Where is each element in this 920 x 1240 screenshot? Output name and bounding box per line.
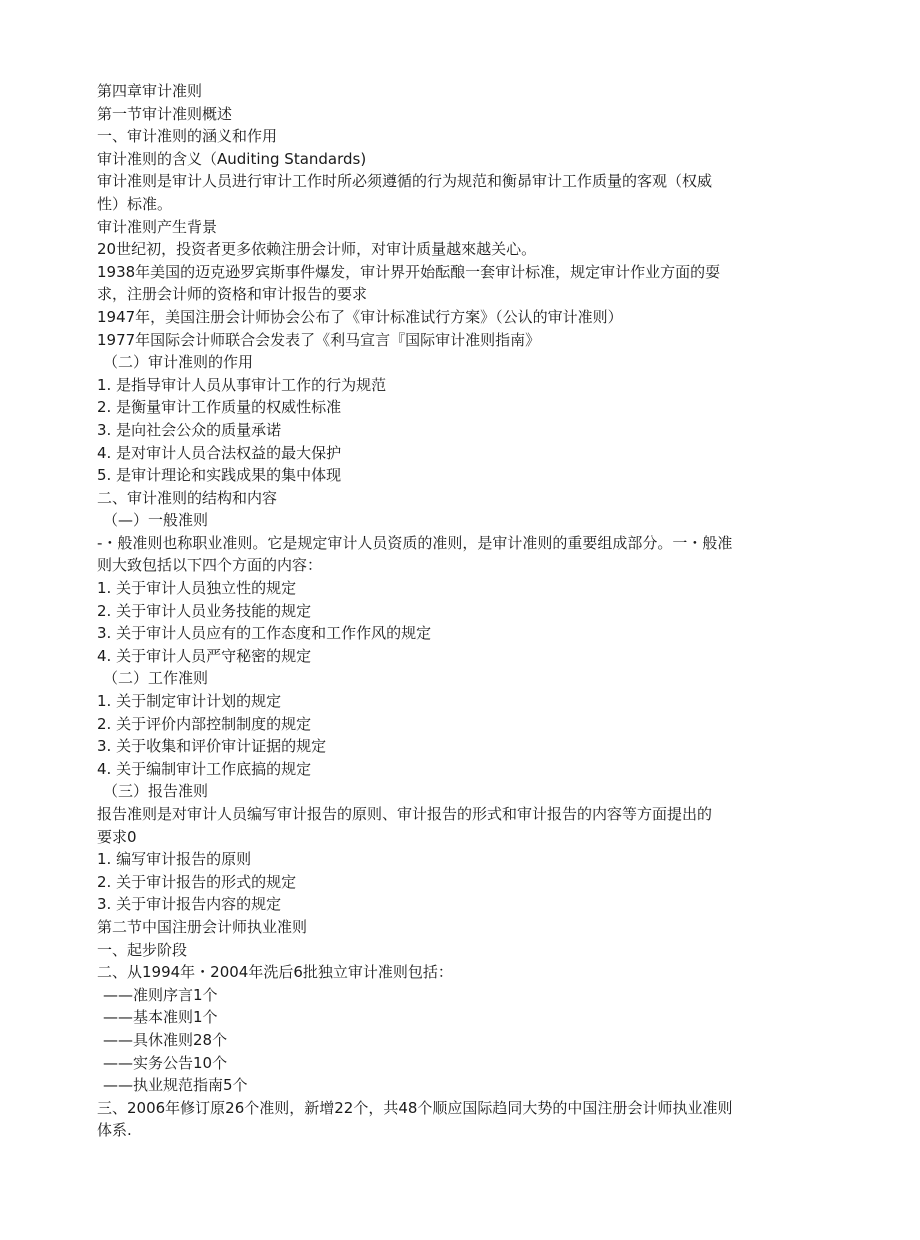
paragraph-line: 1977年国际会计师联合会发表了《利马宣言『国际审计准则指南》	[97, 330, 541, 349]
subheading: 审计准则的含义（Auditing Standards)	[97, 149, 367, 168]
list-item: ——基本准则1个	[103, 1008, 218, 1027]
list-item: 2. 关于审计人员业务技能的规定	[97, 601, 312, 620]
paragraph-line: 求，注册会计师的资格和审计报告的要求	[97, 285, 368, 304]
list-item: 2. 关于评价内部控制制度的规定	[97, 714, 312, 733]
subheading: （二）审计准则的作用	[103, 353, 254, 372]
paragraph-line: 1938年美国的迈克逊罗宾斯事件爆发，审计界开始酝酿一套审计标准，规定审计作业方面的耍	[97, 262, 721, 281]
heading: 一、起步阶段	[97, 940, 188, 959]
subheading: （三）报告准则	[103, 782, 209, 801]
paragraph-line: 1947年，美国注册会计师协会公布了《审计标准试行方案》（公认的审计准则）	[97, 307, 623, 326]
document-page	[97, 80, 817, 1142]
paragraph-line: 性）标准。	[97, 194, 173, 213]
section-title: 第二节中国注册会计师执业准则	[97, 917, 308, 936]
paragraph-line: 则大致包括以下四个方面的内容：	[97, 556, 323, 575]
list-item: 5. 是审计理论和实践成果的集中体现	[97, 466, 342, 485]
list-item: 1. 编写审计报告的原则	[97, 850, 252, 869]
list-item: 2. 是衡量审计工作质量的权威性标准	[97, 398, 342, 417]
section-title: 第一节审计准则概述	[97, 104, 233, 123]
paragraph-line: 20世纪初，投资者更多依赖注册会计师，对审计质量越來越关心。	[97, 240, 537, 259]
list-item: ——执业规范指南5个	[103, 1076, 248, 1095]
paragraph-line: 报告准则是对审计人员编写审计报告的原则、审计报告的形式和审计报告的内容等方面提出的	[97, 805, 713, 823]
heading: 二、从1994年・2004年洗后6批独立审计准则包括：	[97, 963, 453, 982]
paragraph-line: 三、2006年修订原26个准则，新增22个，共48个顺应国际趋同大势的中国注册会计师执业准则	[97, 1098, 733, 1117]
list-item: 3. 关于收集和评价审计证据的规定	[97, 737, 327, 756]
subheading: （二）工作准则	[103, 669, 209, 688]
list-item: 1. 关于审计人员独立性的规定	[97, 579, 297, 598]
chapter-title: 第四章审计准则	[97, 82, 203, 100]
list-item: 1. 关于制定审计计划的规定	[97, 692, 282, 711]
paragraph-line: 审计准则是审计人员进行审计工作时所必须遵循的行为规范和衡昴审计工作质量的客观（权威	[97, 172, 713, 191]
list-item: 4. 关于审计人员严守秘密的规定	[97, 646, 312, 665]
subheading: 审计准则产生背景	[97, 217, 218, 236]
list-item: ——实务公告10个	[103, 1053, 228, 1072]
list-item: 2. 关于审计报告的形式的规定	[97, 872, 297, 891]
list-item: 3. 关于审计报告内容的规定	[97, 895, 282, 914]
list-item: 1. 是指导审计人员从事审计工作的行为规范	[97, 375, 387, 394]
list-item: 4. 是对审计人员合法权益的最大保护	[97, 443, 342, 462]
paragraph-line: -・般准则也称职业准则。它是规定审计人员资质的准则，是审计准则的重要组成部分。一・般准	[97, 533, 733, 552]
list-item: ——具休准则28个	[103, 1030, 228, 1049]
heading: 一、审计准则的涵义和作用	[97, 127, 278, 146]
subheading: （—）一般准则	[103, 511, 209, 530]
list-item: 3. 关于审计人员应有的工作态度和工作作风的规定	[97, 624, 432, 643]
list-item: 3. 是向社会公众的质量承诺	[97, 420, 282, 439]
heading: 二、审计准则的结构和内容	[97, 488, 278, 507]
paragraph-line: 体系.	[97, 1121, 132, 1140]
list-item: 4. 关于编制审计工作底搞的规定	[97, 759, 312, 778]
paragraph-line: 要求0	[97, 827, 137, 846]
list-item: ——准则序言1个	[103, 985, 218, 1004]
